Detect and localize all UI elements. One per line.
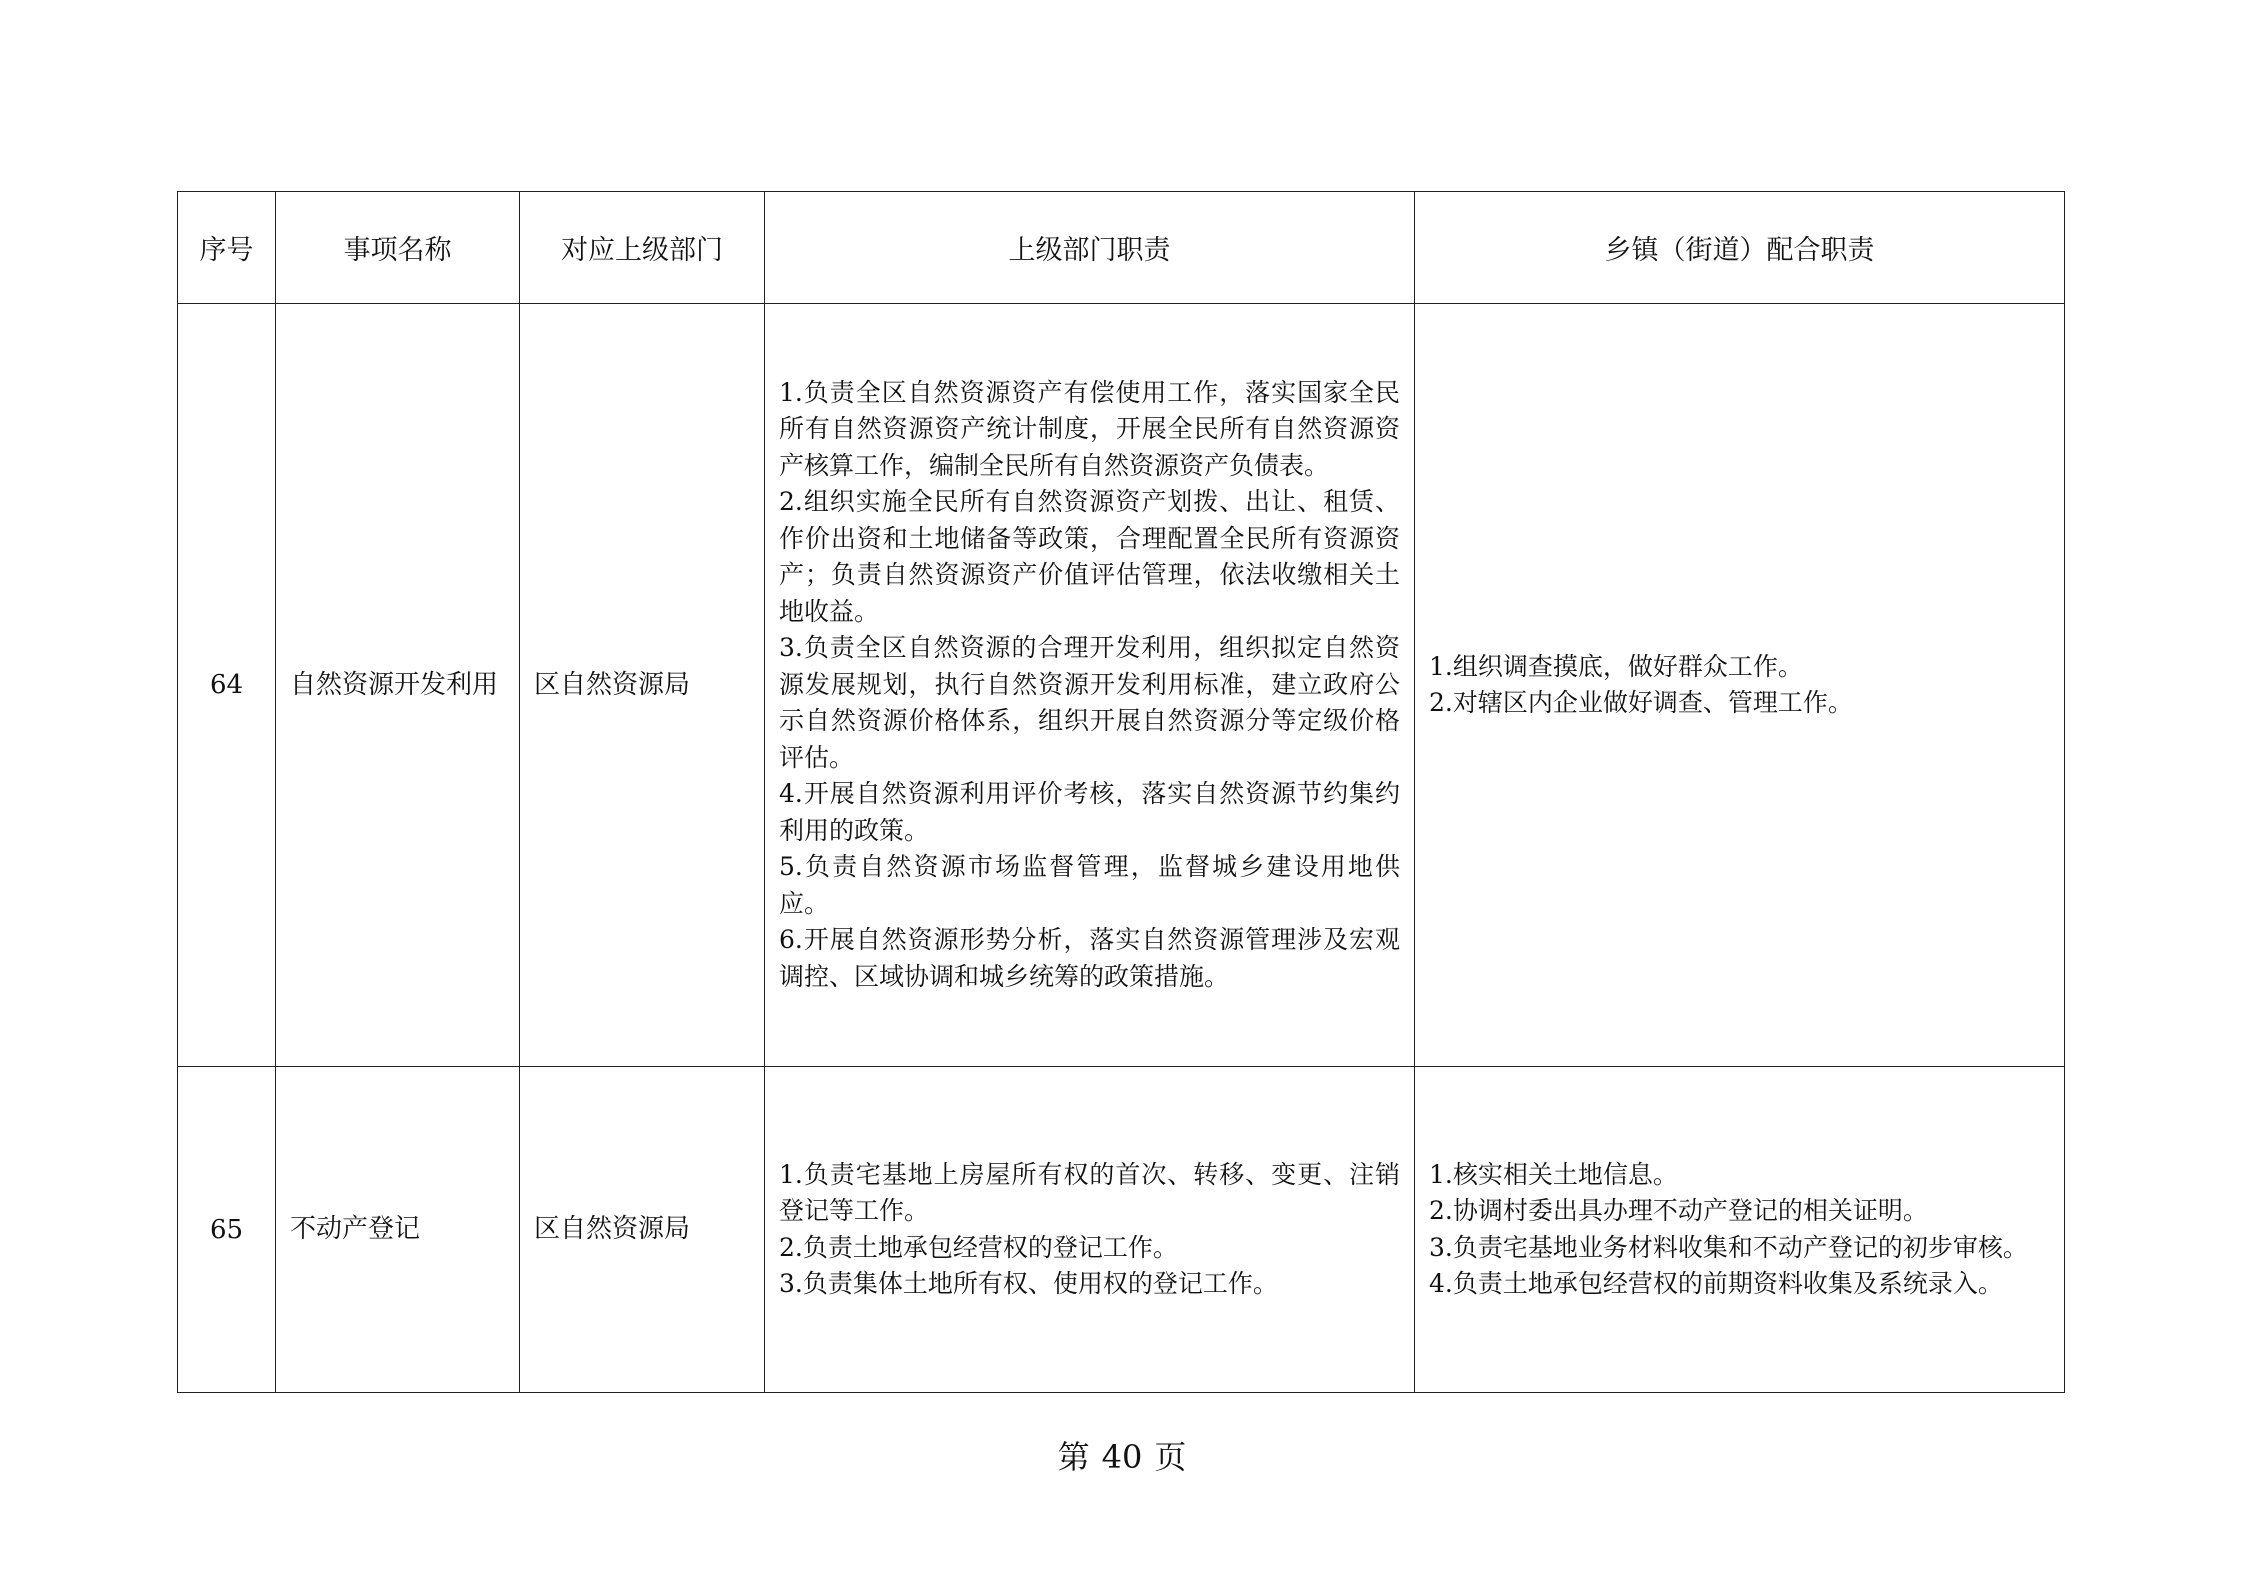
upper-duties-cell: [765, 1067, 1415, 1393]
header-no: 序号: [178, 192, 276, 304]
row-number: 65: [178, 1067, 276, 1393]
duty-line: 1.负责全区自然资源资产有偿使用工作，落实国家全民所有自然资源资产统计制度，开展全民所有自然资源资产核算工作，编制全民所有自然资源资产负债表。: [779, 377, 1400, 480]
header-row: [178, 192, 2065, 304]
duty-line: 4.负责土地承包经营权的前期资料收集及系统录入。: [1429, 1269, 2003, 1298]
duty-line: 4.开展自然资源利用评价考核，落实自然资源节约集约利用的政策。: [779, 779, 1400, 845]
item-name: 自然资源开发利用: [276, 304, 520, 1067]
town-duties-cell: [1415, 1067, 2065, 1393]
header-town-duties: 乡镇（街道）配合职责: [1415, 192, 2065, 304]
upper-dept: 区自然资源局: [520, 304, 765, 1067]
item-name: 不动产登记: [276, 1067, 520, 1393]
row-number: 64: [178, 304, 276, 1067]
duty-line: 2.负责土地承包经营权的登记工作。: [779, 1232, 1178, 1262]
duty-line: 6.开展自然资源形势分析，落实自然资源管理涉及宏观调控、区域协调和城乡统筹的政策措施。: [779, 925, 1400, 991]
header-upper-duties: 上级部门职责: [765, 192, 1415, 304]
duty-table: [177, 191, 2065, 1393]
page-label-suffix: 页: [1154, 1438, 1187, 1476]
duty-line: 3.负责全区自然资源的合理开发利用，组织拟定自然资源发展规划，执行自然资源开发利用标准，建立政府公示自然资源价格体系，组织开展自然资源分等定级价格评估。: [779, 633, 1400, 772]
page-footer: [0, 1432, 2244, 1478]
table-row: [178, 304, 2065, 1067]
duty-line: 1.负责宅基地上房屋所有权的首次、转移、变更、注销登记等工作。: [779, 1159, 1400, 1225]
page-label-prefix: 第: [1057, 1438, 1090, 1476]
town-duties-cell: [1415, 304, 2065, 1067]
duty-line: 5.负责自然资源市场监督管理，监督城乡建设用地供应。: [779, 852, 1400, 918]
duty-line: 3.负责集体土地所有权、使用权的登记工作。: [779, 1269, 1278, 1298]
duty-line: 2.组织实施全民所有自然资源资产划拨、出让、租赁、作价出资和土地储备等政策，合理配置全民所有资源资产；负责自然资源资产价值评估管理，依法收缴相关土地收益。: [779, 487, 1400, 626]
duty-line: 2.对辖区内企业做好调查、管理工作。: [1429, 688, 1853, 717]
header-upper-dept: 对应上级部门: [520, 192, 765, 304]
header-item-name: 事项名称: [276, 192, 520, 304]
table-row: [178, 1067, 2065, 1393]
upper-dept: 区自然资源局: [520, 1067, 765, 1393]
duty-line: 3.负责宅基地业务材料收集和不动产登记的初步审核。: [1429, 1232, 2028, 1262]
page-number: 40: [1101, 1438, 1143, 1476]
upper-duties-cell: [765, 304, 1415, 1067]
duty-line: 1.组织调查摸底，做好群众工作。: [1429, 651, 1803, 681]
duty-line: 2.协调村委出具办理不动产登记的相关证明。: [1429, 1196, 1928, 1225]
duty-line: 1.核实相关土地信息。: [1429, 1159, 1678, 1189]
